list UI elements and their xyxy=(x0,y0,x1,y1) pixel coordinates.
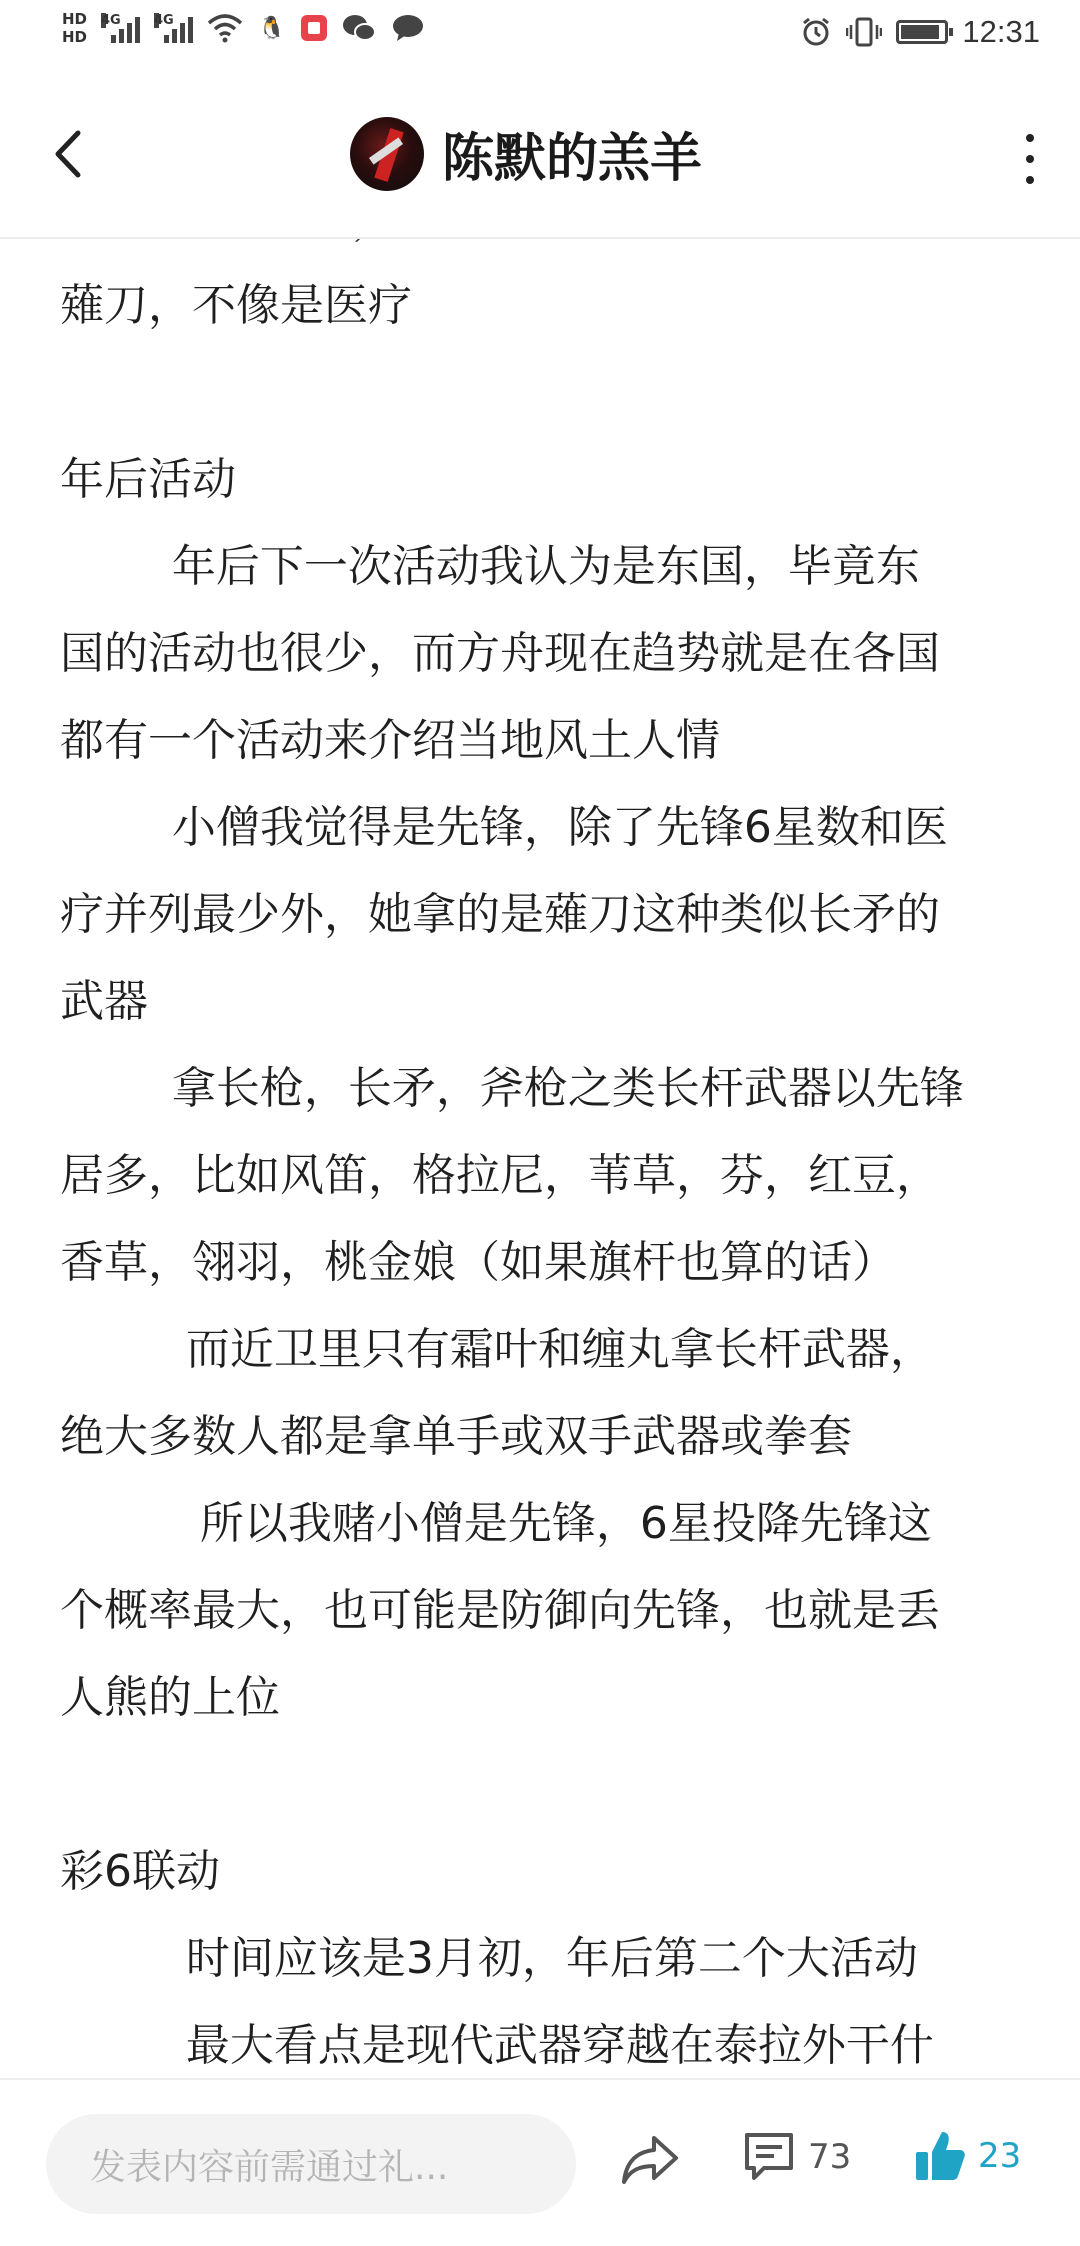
like-button[interactable] xyxy=(912,2128,1021,2184)
page-title: 陈默的羔羊 xyxy=(442,129,703,189)
article-line: 人熊的上位 xyxy=(60,1672,280,1723)
more-vertical-icon xyxy=(1026,134,1034,142)
comment-count: 73 xyxy=(808,2137,852,2177)
thumbs-up-icon xyxy=(912,2128,968,2184)
hd-indicator-2: HD xyxy=(62,28,88,46)
clock: 12:31 xyxy=(962,14,1040,49)
share-icon xyxy=(620,2132,680,2188)
comment-placeholder: 发表内容前需通过礼... xyxy=(90,2146,449,2188)
paragraph-gap xyxy=(60,349,1040,436)
alarm-icon xyxy=(800,16,832,48)
article-line: 拿长枪，长矛，斧枪之类长杆武器以先锋 xyxy=(60,1063,964,1114)
article-line: 而近卫里只有霜叶和缠丸拿长杆武器， xyxy=(60,1324,934,1375)
article-line: 香草，翎羽，桃金娘（如果旗杆也算的话） xyxy=(60,1237,896,1288)
article-line: 武器 xyxy=(60,976,148,1027)
article-line: 年后下一次活动我认为是东国，毕竟东 xyxy=(60,541,920,592)
article-line: 个概率最大，也可能是防御向先锋，也就是丢 xyxy=(60,1585,940,1636)
signal-icon-2: 4G xyxy=(154,13,193,43)
author-info[interactable] xyxy=(350,116,702,191)
avatar[interactable] xyxy=(350,117,424,191)
qq-icon: 🐧 xyxy=(257,13,287,43)
signal-icon-1: 4G xyxy=(101,13,140,43)
article-line: 都有一个活动来介绍当地风土人情 xyxy=(60,715,720,766)
battery-icon xyxy=(896,20,948,44)
article-line: 居多，比如风笛，格拉尼，苇草，芬，红豆， xyxy=(60,1150,940,1201)
paragraph-gap xyxy=(60,1741,1040,1828)
comments-button[interactable] xyxy=(742,2130,851,2184)
comment-input[interactable] xyxy=(46,2114,576,2214)
article-line: 小僧我觉得是先锋，除了先锋6星数和医 xyxy=(60,802,948,853)
article-line: 所以我赌小僧是先锋，6星投降先锋这 xyxy=(60,1498,932,1549)
message-icon xyxy=(391,13,425,43)
back-arrow-icon xyxy=(52,129,82,179)
section-heading: 年后活动 xyxy=(60,454,236,505)
comment-icon xyxy=(742,2130,796,2184)
more-options-button[interactable] xyxy=(1020,134,1040,184)
section-heading: 彩6联动 xyxy=(60,1846,220,1897)
share-button[interactable] xyxy=(620,2132,684,2192)
bottom-action-bar xyxy=(0,2078,1080,2246)
app-notification-icon xyxy=(301,15,327,41)
wifi-icon xyxy=(207,13,243,43)
like-count: 23 xyxy=(978,2136,1022,2176)
status-bar xyxy=(0,0,1080,72)
app-header xyxy=(0,72,1080,239)
article-body xyxy=(60,175,1040,2075)
hd-indicators xyxy=(62,10,87,46)
vibrate-icon xyxy=(846,16,882,48)
back-button[interactable] xyxy=(42,124,92,184)
wechat-icon xyxy=(341,13,377,43)
article-line: 疗并列最少外，她拿的是薙刀这种类似长矛的 xyxy=(60,889,940,940)
article-line: 薙刀，不像是医疗 xyxy=(60,280,412,331)
article-line: 绝大多数人都是拿单手或双手武器或拳套 xyxy=(60,1411,852,1462)
article-line: 最大看点是现代武器穿越在泰拉外干什 xyxy=(60,2020,934,2071)
hd-indicator-1: HD xyxy=(62,10,88,28)
article-line: 国的活动也很少，而方舟现在趋势就是在各国 xyxy=(60,628,940,679)
article-line: 时间应该是3月初，年后第二个大活动 xyxy=(60,1933,918,1984)
